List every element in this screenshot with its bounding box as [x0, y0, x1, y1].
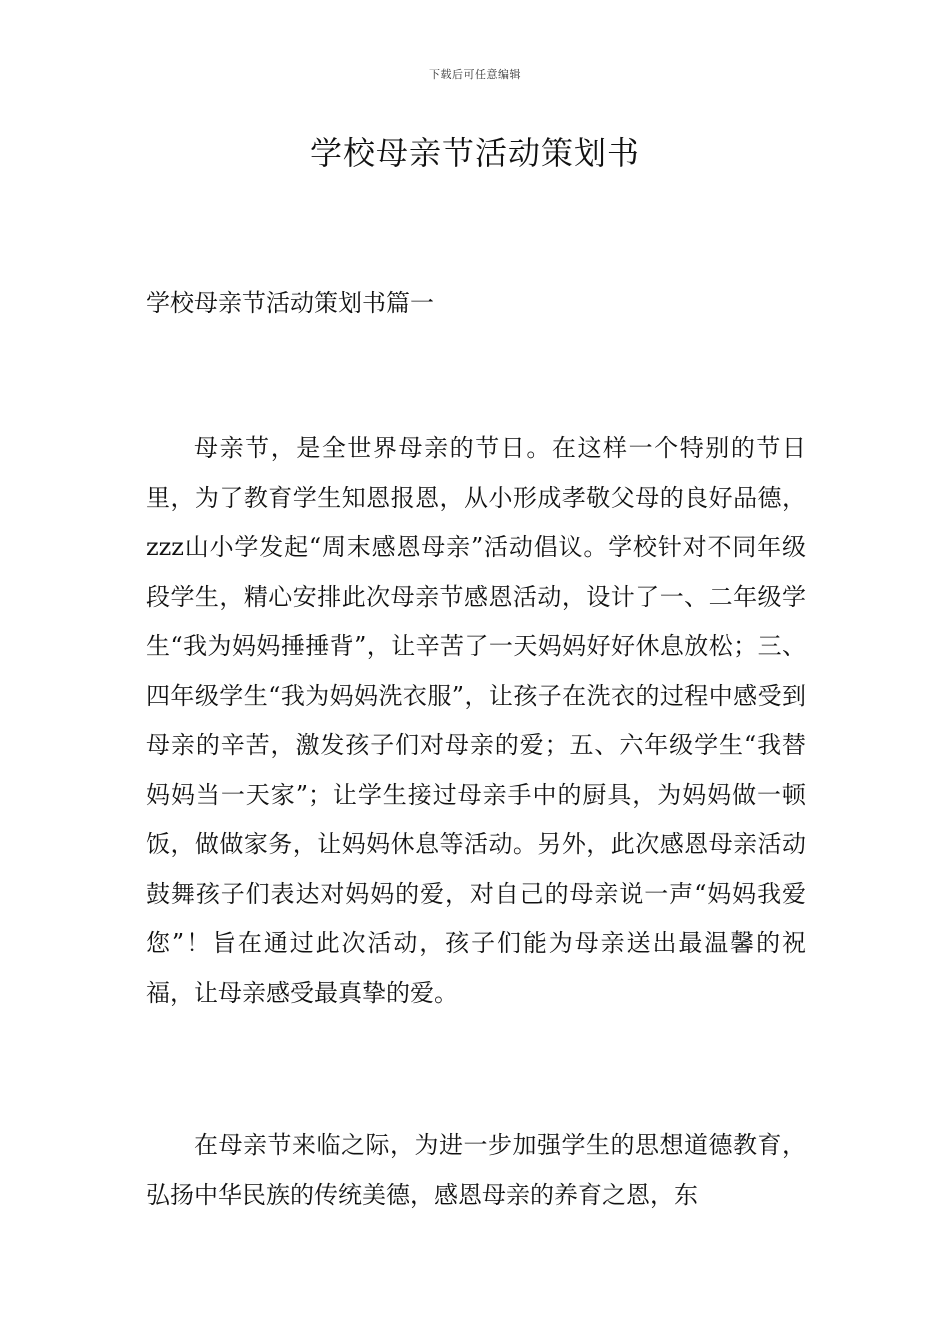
body-paragraph: 在母亲节来临之际，为进一步加强学生的思想道德教育，弘扬中华民族的传统美德，感恩母亲的养育之恩，东 [146, 1131, 806, 1209]
body-paragraph: 母亲节，是全世界母亲的节日。在这样一个特别的节日里，为了教育学生知恩报恩，从小形成孝敬父母的良好品德，zzz山小学发起“周末感恩母亲”活动倡议。学校针对不同年级段学生，精心安排此次母亲节感恩活动，设计了一、二年级学生“我为妈妈捶捶背”，让辛苦了一天妈妈好好休息放松；三、四年级学生“我为妈妈洗衣服”，让孩子在洗衣的过程中感受到母亲的辛苦，激发孩子们对母亲的爱；五、六年级学生“我替妈妈当一天家”；让学生接过母亲手中的厨具，为妈妈做一顿饭，做做家务，让妈妈休息等活动。另外，此次感恩母亲活动鼓舞孩子们表达对妈妈的爱，对自己的母亲说一声“妈妈我爱您”！旨在通过此次活动，孩子们能为母亲送出最温馨的祝福，让母亲感受最真挚的爱。 [146, 434, 806, 1007]
header-note: 下载后可任意编辑 [429, 68, 521, 81]
document-title: 学校母亲节活动策划书 [309, 134, 640, 172]
section-title: 学校母亲节活动策划书篇一 [146, 289, 434, 317]
